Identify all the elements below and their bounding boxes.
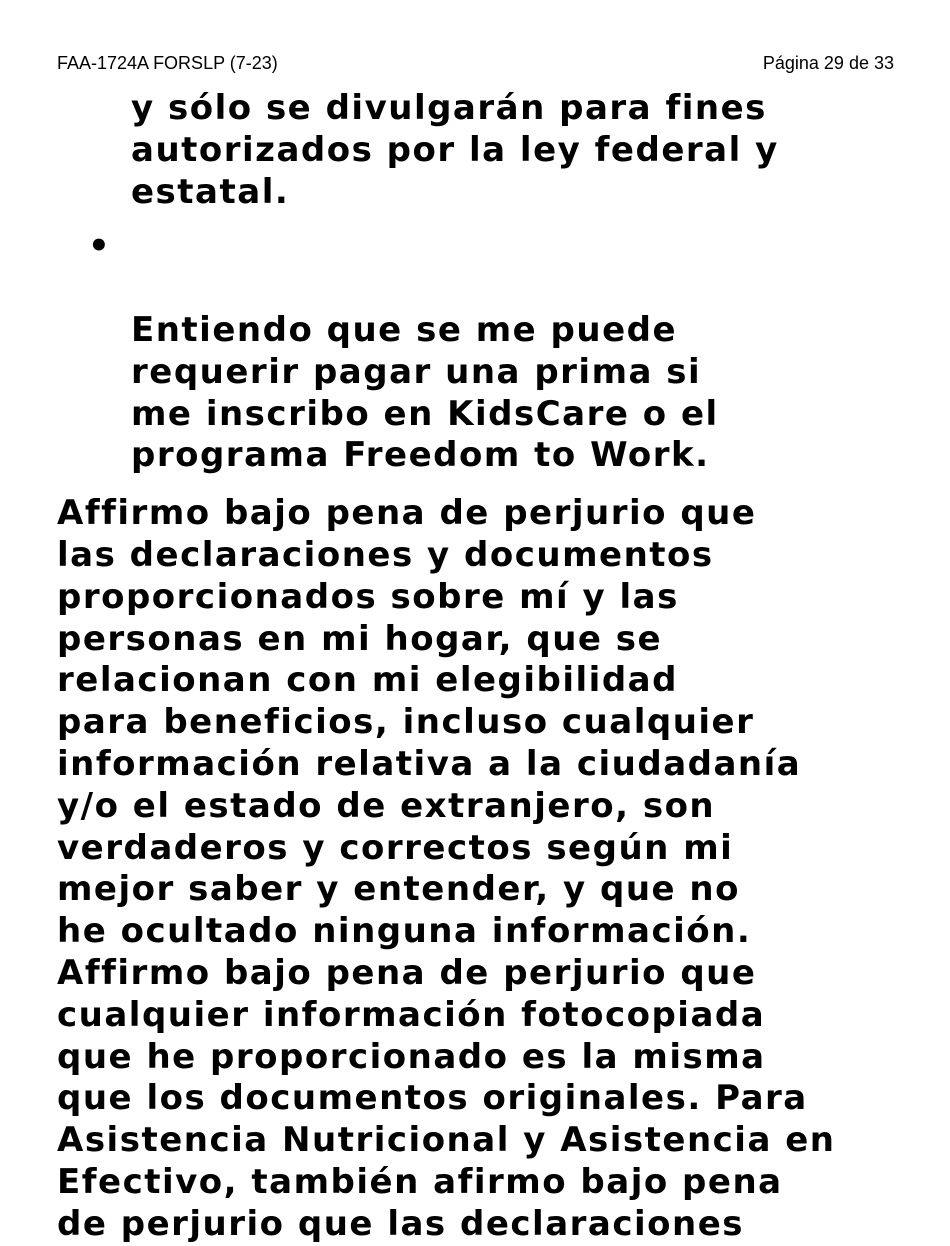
list-item [57,226,907,477]
bullet-icon: • [88,226,112,267]
page-content [57,88,907,1246]
bullet-text: Entiendo que se me puede requerir pagar una prima si me inscribo en KidsCare o el programa Freedom to Work. [131,309,719,476]
bullet-list [57,226,907,477]
form-id: FAA-1724A FORSLP (7-23) [57,53,278,73]
affirmation-paragraph: Affirmo bajo pena de perjurio que las declaraciones y documentos proporcionados sobre mí y las personas en mi hogar, que se relacionan con mi elegibilidad para beneficios, incluso cualquier información relativa a la ciudadanía y/o el estado de extranjero, son verdaderos y correctos según mi mejor saber y entender, y que no he ocultado ninguna información. Affirmo bajo pena de perjurio que cualquier información fotocopiada que he proporcionado es la misma que los documentos originales. Para Asistencia Nutricional y Asistencia en Efectivo, también afirmo bajo pena de perjurio que las declaraciones [57,493,836,1244]
continued-paragraph: y sólo se divulgarán para fines autorizados por la ley federal y estatal. [131,88,779,212]
page-number: Página 29 de 33 [762,53,894,73]
